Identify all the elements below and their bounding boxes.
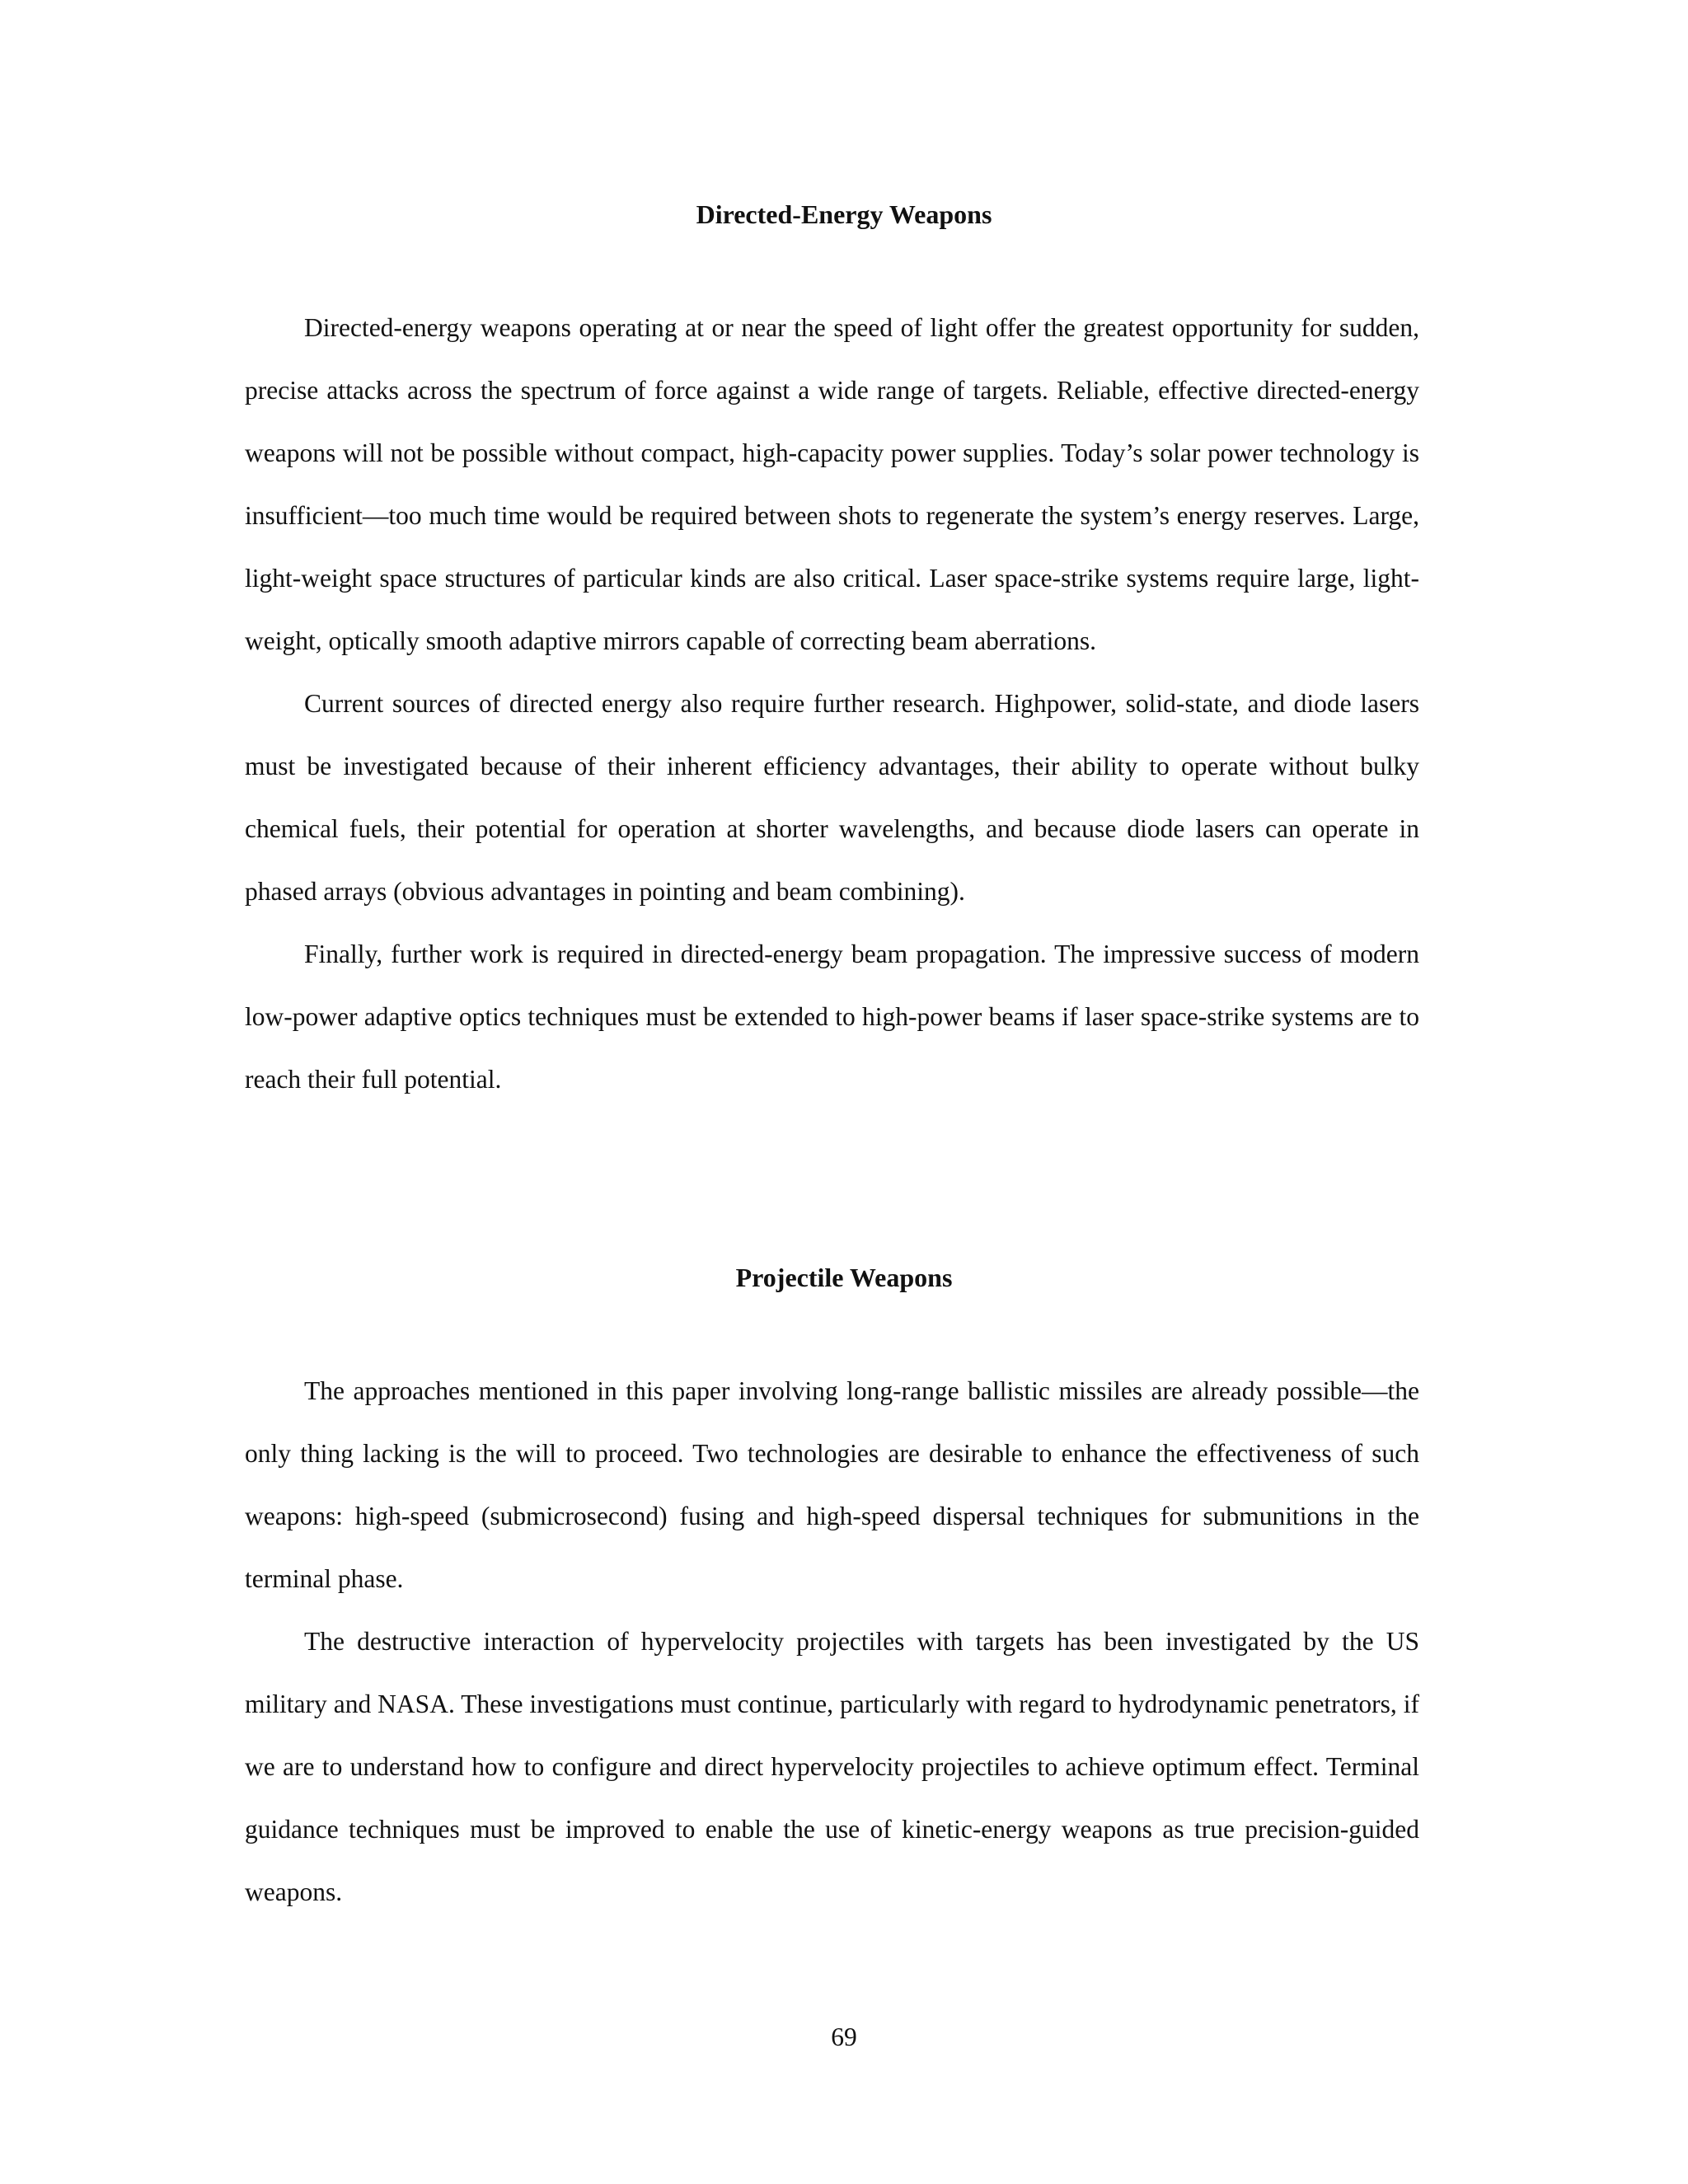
paragraph: The destructive interaction of hypervelocity projectiles with targets has been investigated by the US military and NASA. These investigations must continue, particularly with regard to hydrodynamic penetrators, if we are to understand how to configure and direct hypervelocity projectiles to achieve optimum effect. Terminal guidance techniques must be improved to enable the use of kinetic-energy weapons as true precision-guided weapons. bbox=[245, 1627, 1419, 1906]
section-body-directed-energy-weapons bbox=[245, 297, 1419, 1111]
section-heading-projectile-weapons: Projectile Weapons bbox=[735, 1263, 953, 1292]
paragraph: The approaches mentioned in this paper involving long-range ballistic missiles are already possible—the only thing lacking is the will to proceed. Two technologies are desirable to enhance the effectiveness of such weapons: high-speed (submicrosecond) fusing and high-speed dispersal techniques for submunitions in the terminal phase. bbox=[245, 1376, 1419, 1593]
paragraph: Directed-energy weapons operating at or near the speed of light offer the greatest opportunity for sudden, precise attacks across the spectrum of force against a wide range of targets. Reliable, effective directed-energy weapons will not be possible without compact, high-capacity power supplies. Today’s solar power technology is insufficient—too much time would be required between shots to regenerate the system’s energy reserves. Large, light-weight space structures of particular kinds are also critical. Laser space-strike systems require large, light-weight, optically smooth adaptive mirrors capable of correcting beam aberrations. bbox=[245, 313, 1419, 655]
page-number: 69 bbox=[831, 2022, 857, 2051]
section-body-projectile-weapons bbox=[245, 1360, 1419, 1924]
paragraph: Finally, further work is required in directed-energy beam propagation. The impressive success of modern low-power adaptive optics techniques must be extended to high-power beams if laser space-strike systems are to reach their full potential. bbox=[245, 940, 1419, 1094]
paragraph: Current sources of directed energy also require further research. Highpower, solid-state, and diode lasers must be investigated because of their inherent efficiency advantages, their ability to operate without bulky chemical fuels, their potential for operation at shorter wavelengths, and because diode lasers can operate in phased arrays (obvious advantages in pointing and beam combining). bbox=[245, 689, 1419, 906]
section-heading-directed-energy-weapons: Directed-Energy Weapons bbox=[696, 199, 992, 229]
